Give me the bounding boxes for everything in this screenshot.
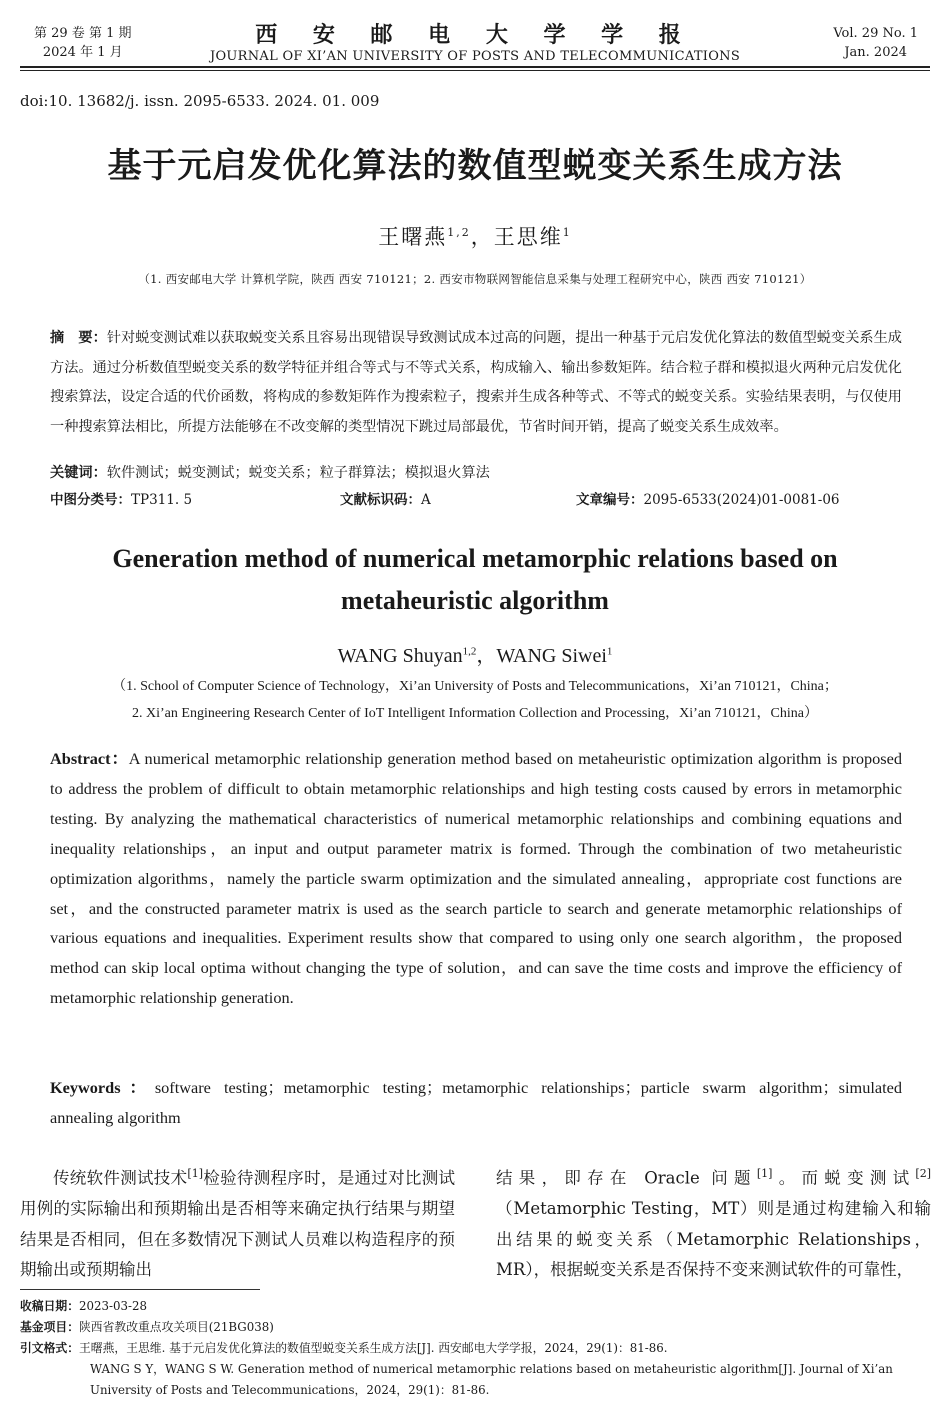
doi[interactable]: doi:10. 13682/j. issn. 2095-6533. 2024. 01. 009 [20, 92, 380, 110]
author-2-en: WANG Siwei [496, 645, 607, 667]
journal-title-en: JOURNAL OF XI’AN UNIVERSITY OF POSTS AND TELECOMMUNICATIONS [209, 49, 741, 64]
clc-label: 中图分类号： [50, 492, 131, 508]
affiliation-en [0, 673, 950, 727]
author-1-affil-en: 1,2 [462, 645, 477, 658]
keywords-cn-label: 关键词： [50, 465, 107, 481]
body-left-text-b: 检验待测程序时，是通过对比测试用例的实际输出和预期输出是否相等来确定执行结果与期望结果是否相同，但在多数情况下测试人员难以构造程序的预期输出或预期输出 [20, 1168, 456, 1279]
citation-ref-1b[interactable]: [1] [756, 1167, 773, 1180]
abstract-cn-text: 针对蜕变测试难以获取蜕变关系且容易出现错误导致测试成本过高的问题，提出一种基于元启发优化算法的数值型蜕变关系生成方法。通过分析数值型蜕变关系的数学特征并组合等式与不等式关系，构成输入、输出参数矩阵。结合粒子群和模拟退火两种元启发优化搜索算法，设定合适的代价函数，将构成的参数矩阵作为搜索粒子，搜索并生成各种等式、不等式的蜕变关系。实验结果表明，与仅使用一种搜索算法相比，所提方法能够在不改变解的类型情况下跳过局部最优，节省时间开销，提高了蜕变关系生成效率。 [50, 330, 902, 435]
keywords-en-label: Keywords： [50, 1078, 155, 1097]
header-volume-en [833, 24, 918, 62]
doc-code-value: A [421, 492, 431, 508]
body-right-text-b: 。而蜕变测试 [772, 1168, 916, 1188]
affiliation-en-line2: 2. Xi’an Engineering Research Center of IoT Intelligent Information Collection and Processing，Xi’an 710121，China） [132, 706, 818, 721]
article-number-value: 2095-6533(2024)01-0081-06 [643, 492, 840, 508]
clc-number [50, 488, 192, 512]
author-2-affil-cn: 1 [562, 226, 572, 239]
keywords-cn [50, 459, 902, 487]
received-date [20, 1296, 935, 1317]
paper-title-cn: 基于元启发优化算法的数值型蜕变关系生成方法 [107, 146, 843, 186]
affiliation-en-line1: （1. School of Computer Science of Technology，Xi’an University of Posts and Telecommunications，Xi’an 710121，China； [112, 679, 838, 694]
author-1-affil-cn: 1,2 [447, 226, 471, 239]
abstract-cn-label: 摘 要： [50, 330, 107, 346]
header-rule-thin [20, 70, 930, 71]
volume-issue-en: Vol. 29 No. 1 [833, 26, 918, 41]
fund-label: 基金项目： [20, 1320, 79, 1334]
document-code [340, 488, 431, 512]
abstract-en-label: Abstract： [50, 749, 129, 768]
clc-value: TP311. 5 [131, 492, 193, 508]
body-column-right [496, 1159, 931, 1286]
received-label: 收稿日期： [20, 1299, 79, 1313]
authors-cn [0, 221, 950, 251]
author-1-cn: 王曙燕 [378, 225, 448, 249]
footnotes [20, 1296, 935, 1401]
authors-en [0, 639, 950, 668]
article-number [576, 488, 840, 512]
author-2-affil-en: 1 [606, 645, 613, 658]
keywords-en-text: software testing；metamorphic testing；metamorphic relationships；particle swarm algorithm；simulated annealing algorithm [50, 1078, 902, 1127]
volume-issue-cn: 第 29 卷 第 1 期 [34, 26, 132, 41]
abstract-en-text: A numerical metamorphic relationship generation method based on metaheuristic optimization algorithm is proposed to address the problem of difficult to obtain metamorphic relationships and high testing costs caused by errors in metamorphic testing. By analyzing the mathematical characteristics of numerical metamorphic relationships and combining equations and inequality relationships，an input and output parameter matrix is formed. Through the combination of two metaheuristic optimization algorithms，namely the particle swarm optimization and the simulated annealing，appropriate cost functions are set，and the constructed parameter matrix is used as the search particle to search and generate metamorphic relationships of various equations and inequalities. Experiment results show that compared to using only one search algorithm，the proposed method can skip local optima without changing the type of solution，and can save the time costs and improve the efficiency of metamorphic relationship generation. [50, 749, 902, 1008]
body-column-left [20, 1159, 455, 1286]
header-rule-thick [20, 66, 930, 68]
keywords-en [50, 1073, 902, 1133]
abstract-en [50, 744, 902, 1013]
author-separator-en: ， [476, 645, 497, 667]
footnote-rule [20, 1289, 260, 1290]
body-right-text-a: 结果，即存在 Oracle 问题 [496, 1168, 757, 1188]
fund-value: 陕西省教改重点攻关项目(21BG038) [79, 1320, 274, 1334]
article-number-label: 文章编号： [576, 492, 644, 508]
author-2-cn: 王思维 [493, 225, 563, 249]
citation-format-en: WANG S Y，WANG S W. Generation method of numerical metamorphic relations based on metaheuristic algorithm[J]. Journal of Xi’an University of Posts and Telecommunications，2024，29(1)：81-86. [90, 1362, 893, 1397]
citation-format-cn [20, 1338, 935, 1359]
citation-cn: 王曙燕，王思维. 基于元启发优化算法的数值型蜕变关系生成方法[J]. 西安邮电大学学报，2024，29(1)：81-86. [79, 1341, 668, 1355]
date-cn: 2024 年 1 月 [42, 45, 123, 60]
citation-ref-1[interactable]: [1] [187, 1167, 203, 1180]
fund-info [20, 1317, 935, 1338]
citation-ref-2[interactable]: [2] [915, 1167, 931, 1180]
journal-title-cn: 西 安 邮 电 大 学 学 报 [255, 23, 695, 48]
doc-code-label: 文献标识码： [340, 492, 421, 508]
paper-title-en: Generation method of numerical metamorphic relations based on metaheuristic algorithm [112, 544, 838, 615]
date-en: Jan. 2024 [844, 45, 908, 60]
author-1-en: WANG Shuyan [337, 645, 463, 667]
author-separator-cn: ， [470, 225, 494, 249]
abstract-cn [50, 324, 902, 442]
keywords-cn-text: 软件测试；蜕变测试；蜕变关系；粒子群算法；模拟退火算法 [106, 465, 490, 481]
received-value: 2023-03-28 [79, 1299, 148, 1313]
body-left-text-a: 传统软件测试技术 [53, 1168, 188, 1188]
affiliation-cn: （1. 西安邮电大学 计算机学院，陕西 西安 710121；2. 西安市物联网智能信息采集与处理工程研究中心，陕西 西安 710121） [138, 272, 812, 286]
body-right-text-c: （Metamorphic Testing，MT）则是通过构建输入和输出结果的蜕变关系（Metamorphic Relationships，MR），根据蜕变关系是否保持不变来测试软件的可靠性， [496, 1199, 931, 1279]
citation-label: 引文格式： [20, 1341, 79, 1355]
journal-masthead [0, 18, 950, 64]
